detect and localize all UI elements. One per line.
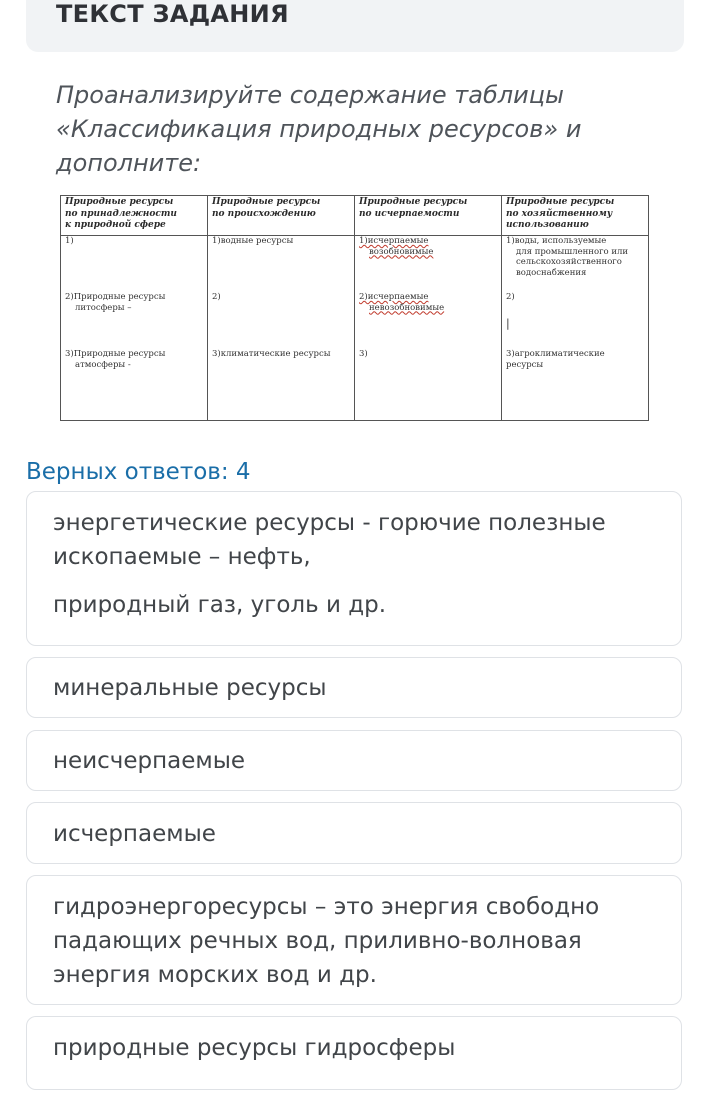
cell-text: невозобновимые (369, 302, 445, 313)
cell-item (359, 292, 497, 349)
option-text: энергетические ресурсы - горючие полезные (53, 510, 606, 536)
header-line: по принадлежности (65, 208, 177, 219)
cell-text: 2)Природные ресурсы (65, 292, 166, 302)
option-text: гидроэнергоресурсы – это энергия свободно (53, 894, 600, 920)
cell-item (65, 349, 203, 370)
table-header-cell (502, 196, 649, 236)
cell-text: сельскохозяйственного (516, 257, 622, 267)
classification-table (60, 195, 649, 421)
option-text: исчерпаемые (53, 821, 216, 847)
table-body-row (61, 236, 649, 421)
cell-item (506, 292, 644, 349)
cell-text: 3) (359, 349, 368, 359)
answer-option-mineral[interactable] (26, 657, 682, 718)
cell-text: 2)исчерпаемые (359, 292, 429, 302)
answer-option-hydro-energy[interactable] (26, 875, 682, 1005)
question-line: «Классификация природных ресурсов» и (56, 115, 582, 143)
cell-item (359, 349, 497, 360)
question-line: дополните: (56, 149, 202, 177)
cell-item (65, 292, 203, 349)
cell-text: 3)Природные ресурсы (65, 349, 166, 359)
table-cell (355, 236, 502, 421)
question-text (56, 78, 616, 180)
header-line: использованию (506, 220, 589, 230)
cell-text: 3)климатические ресурсы (212, 349, 331, 359)
header-line: Природные ресурсы (212, 197, 321, 207)
cell-item (506, 349, 644, 370)
option-text: энергия морских вод и др. (53, 962, 377, 988)
header-line: Природные ресурсы (506, 197, 615, 207)
header-line: по исчерпаемости (359, 208, 460, 219)
cell-item (212, 292, 350, 349)
cell-item (359, 236, 497, 292)
header-line: по происхождению (212, 208, 316, 219)
table-header-cell (208, 196, 355, 236)
cell-text: 1)воды, используемые (506, 236, 607, 246)
cell-text: возобновимые (369, 246, 434, 257)
cell-text: 1) (65, 236, 74, 246)
task-title: ТЕКСТ ЗАДАНИЯ (56, 0, 289, 28)
cell-item (65, 236, 203, 292)
header-line: Природные ресурсы (65, 197, 174, 207)
option-text: ископаемые – нефть, (53, 544, 311, 570)
table-cell (208, 236, 355, 421)
table-cell (502, 236, 649, 421)
header-line: Природные ресурсы (359, 197, 468, 207)
cell-item (212, 349, 350, 360)
option-text: неисчерпаемые (53, 748, 246, 774)
cell-text: литосферы – (75, 302, 132, 313)
cell-text: водоснабжения (516, 267, 587, 278)
task-header (26, 0, 684, 52)
option-text: природные ресурсы гидросферы (53, 1035, 456, 1061)
answer-option-inexhaustible[interactable] (26, 730, 682, 791)
question-line: Проанализируйте содержание таблицы (56, 81, 564, 109)
correct-answers-count: Верных ответов: 4 (26, 459, 251, 485)
option-text: природный газ, уголь и др. (53, 592, 387, 618)
cell-text: 1)водные ресурсы (212, 236, 294, 246)
cell-text: для промышленного или (516, 246, 629, 257)
table-header-cell (355, 196, 502, 236)
cell-text: 2) (212, 292, 221, 302)
answer-option-exhaustible[interactable] (26, 802, 682, 864)
text-cursor-mark: | (506, 316, 510, 330)
answer-option-hydrosphere[interactable] (26, 1016, 682, 1090)
header-line: по хозяйственному (506, 208, 613, 219)
header-line: к природной сфере (65, 220, 166, 230)
option-text: минеральные ресурсы (53, 675, 327, 701)
cell-text: 1)исчерпаемые (359, 236, 429, 246)
table-cell (61, 236, 208, 421)
answer-option-energy[interactable] (26, 491, 682, 646)
cell-text: атмосферы - (75, 359, 131, 370)
cell-item (212, 236, 350, 292)
table-header-cell (61, 196, 208, 236)
cell-text: 3)агроклиматические ресурсы (506, 349, 605, 370)
table-header-row (61, 196, 649, 236)
cell-item (506, 236, 644, 292)
option-text: падающих речных вод, приливно-волновая (53, 928, 582, 954)
cell-text: 2) (506, 292, 515, 302)
